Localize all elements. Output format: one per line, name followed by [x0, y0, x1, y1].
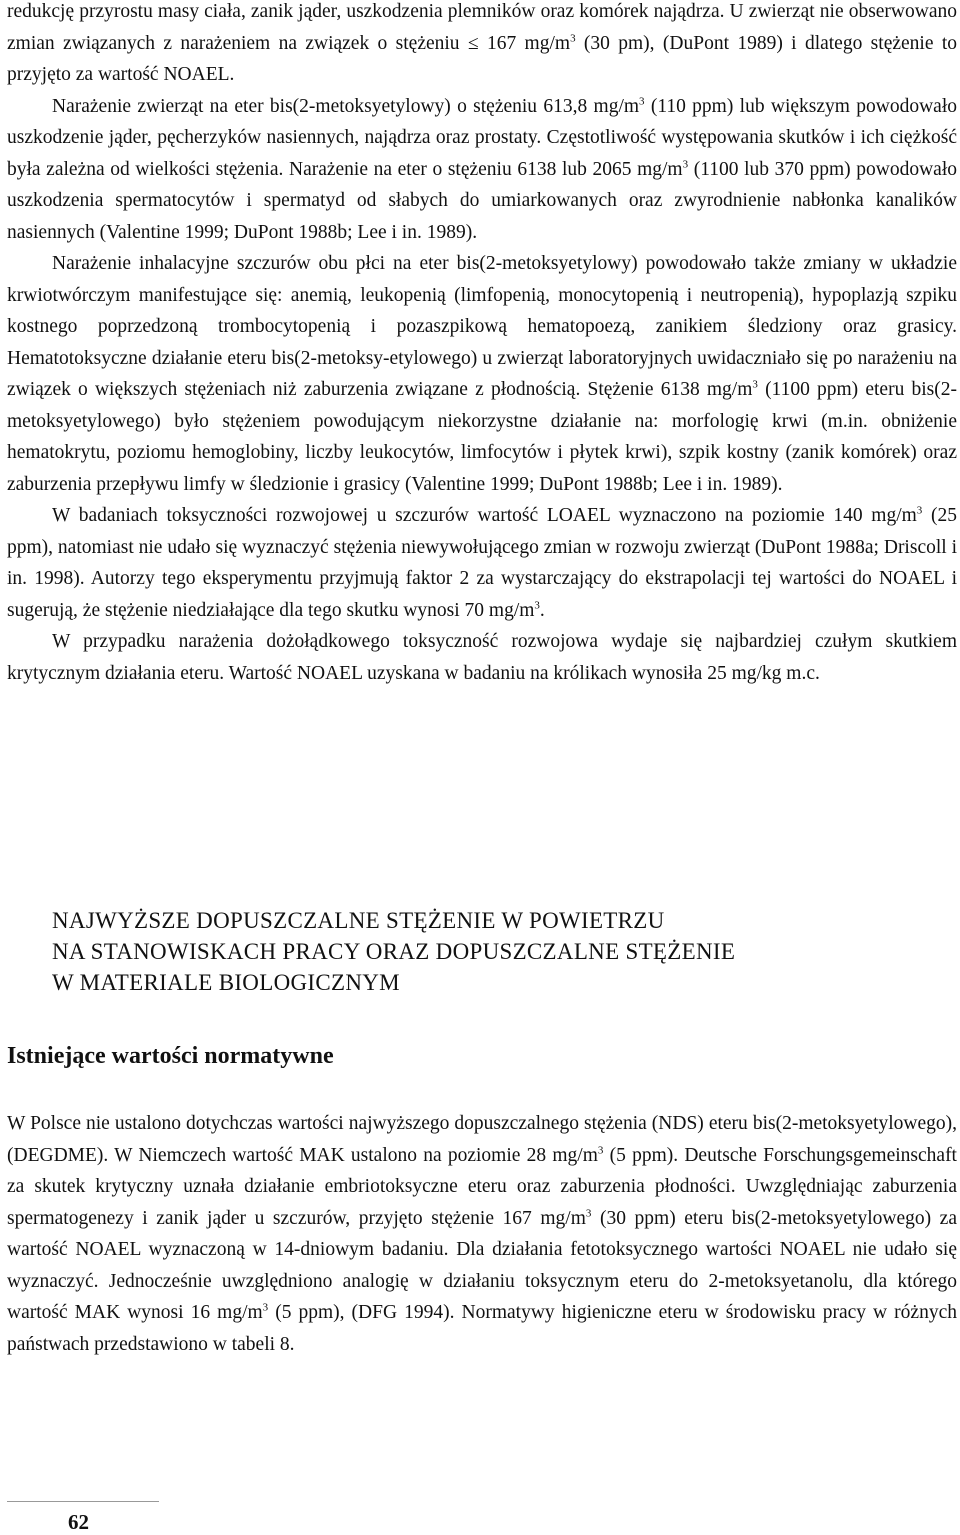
- text-run: Narażenie inhalacyjne szczurów obu płci na eter bis(2-metoksyetylowy) powodowało także zmiany w układzie krwiotwórczym manifestujące się: anemią, leukopenią (limfopenią, monocytopenią i neutropenią), hypoplazją szpiku kostnego poprzedzoną trombocytopenią i pozaszpikową hematopoezą, zanikiem śledziony oraz grasicy. Hematotoksyczne działanie eteru bis(2-metoksy-etylowego) u zwierząt laboratoryjnych uwidaczniało się po narażeniu na związek o większych stężeniach niż zaburzenia związane z płodnością. Stężenie 6138 mg/m: [7, 253, 957, 400]
- superscript: 3: [585, 1207, 592, 1219]
- paragraph-4: [7, 500, 957, 626]
- paragraph-1: [7, 0, 957, 91]
- paragraph-5: W przypadku narażenia dożołądkowego toksyczność rozwojowa wydaje się najbardziej czułym skutkiem krytycznym działania eteru. Wartość NOAEL uzyskana w badaniu na królikach wynosiła 25 mg/kg m.c.: [7, 631, 957, 684]
- text-run: (25 ppm), natomiast nie udało się wyznaczyć stężenia niewywołującego zmian w rozwoju zwierząt (DuPont 1988a; Driscoll i in. 1998). Autorzy tego eksperymentu przyjmują faktor 2 za wystarczający do ekstrapolacji tej wartości do NOAEL i sugerują, że stężenie niedziałające dla tego skutku wynosi 70 mg/m: [7, 505, 958, 621]
- page-number: 62: [68, 1510, 89, 1534]
- text-run: (1100 lub 370 ppm) powodowało uszkodzenia spermatocytów i spermatyd od słabych do umiarkowanych oraz zwyrodnienie nabłonka kanalików nasiennych (Valentine 1999; DuPont 1988b; Lee i in. 1989).: [7, 158, 957, 243]
- superscript: 3: [916, 504, 923, 517]
- text-run: .: [539, 599, 545, 621]
- text-run: (1100 ppm) eteru bis(2-metoksyetylowego) było stężeniem powodującym niekorzystne działanie na: morfologię krwi (m.in. obniżenie hematokrytu, poziomu hemoglobiny, liczby leukocytów, limfocytów i płytek krwi), szpik kostny (zanik komórek) oraz zaburzenia przepływu limfy w śledzionie i grasicy (Valentine 1999; DuPont 1988b; Lee i in. 1989).: [7, 379, 957, 495]
- superscript: 3: [262, 1301, 269, 1314]
- paragraph-3: [7, 248, 957, 500]
- text-run: W Polsce nie ustalono dotychczas wartości najwyższego dopuszczalnego stężenia (NDS) eteru bis(2-metoksyetylowego), (DEGDME). W Niemczech wartość MAK ustalono na poziomie 28 mg/m: [7, 1113, 957, 1166]
- text-run: (5 ppm), (DFG 1994). Normatywy higieniczne eteru w środowisku pracy w różnych państwach przedstawiono w tabeli 8.: [7, 1302, 957, 1355]
- superscript: 3: [639, 95, 645, 107]
- paragraph-6: [7, 1108, 957, 1360]
- section-title: [52, 905, 735, 998]
- text-run: redukcję przyrostu masy ciała, zanik jąder, uszkodzenia plemników oraz komórek najądrza. U zwierząt nie obserwowano zmian związanych z narażeniem na związek o stężeniu ≤ 167 mg/m: [7, 1, 957, 54]
- body-text-top: [7, 0, 957, 689]
- footer-divider: [7, 1501, 159, 1502]
- section-title-line: NA STANOWISKACH PRACY ORAZ DOPUSZCZALNE STĘŻENIE: [52, 939, 736, 964]
- text-run: Narażenie zwierząt na eter bis(2-metoksyetylowy) o stężeniu 613,8 mg/m: [52, 95, 640, 117]
- body-text-bottom: [7, 1108, 957, 1360]
- text-run: (30 ppm) eteru bis(2-metoksyetylowego) za wartość NOAEL wyznaczoną w 14-dniowym badaniu. Dla działania fetotoksycznego wartości NOAEL nie udało się wyznaczyć. Jednocześnie uwzględniono analogię w działaniu toksycznym eteru do 2-metoksyetanolu, dla którego wartość MAK wynosi 16 mg/m: [7, 1207, 957, 1323]
- text-run: (30 pm), (DuPont 1989) i dlatego stężenie to przyjęto za wartość NOAEL.: [7, 32, 957, 85]
- superscript: 3: [570, 32, 576, 44]
- paragraph-2: [7, 91, 957, 249]
- section-title-line: W MATERIALE BIOLOGICZNYM: [52, 970, 400, 995]
- superscript: 3: [597, 1144, 604, 1156]
- subheading: Istniejące wartości normatywne: [7, 1043, 334, 1069]
- superscript: 3: [682, 158, 689, 170]
- text-run: (110 ppm) lub większym powodowało uszkodzenie jąder, pęcherzyków nasiennych, najądrza oraz prostaty. Częstotliwość występowania skutków i ich ciężkość była zależna od wielkości stężenia. Narażenie na eter o stężeniu 6138 lub 2065 mg/m: [7, 95, 957, 180]
- superscript: 3: [534, 599, 540, 611]
- text-run: (5 ppm). Deutsche Forschungsgemeinschaft za skutek krytyczny uznała działanie embriotoksyczne eteru oraz zaburzenia płodności. Uwzględniając zaburzenia spermatogenezy i zanik jąder u szczurów, przyjęto stężenie 167 mg/m: [7, 1144, 957, 1229]
- section-title-line: NAJWYŻSZE DOPUSZCZALNE STĘŻENIE W POWIETRZU: [52, 908, 665, 933]
- text-run: W badaniach toksyczności rozwojowej u szczurów wartość LOAEL wyznaczono na poziomie 140 mg/m: [52, 505, 917, 526]
- superscript: 3: [752, 378, 758, 391]
